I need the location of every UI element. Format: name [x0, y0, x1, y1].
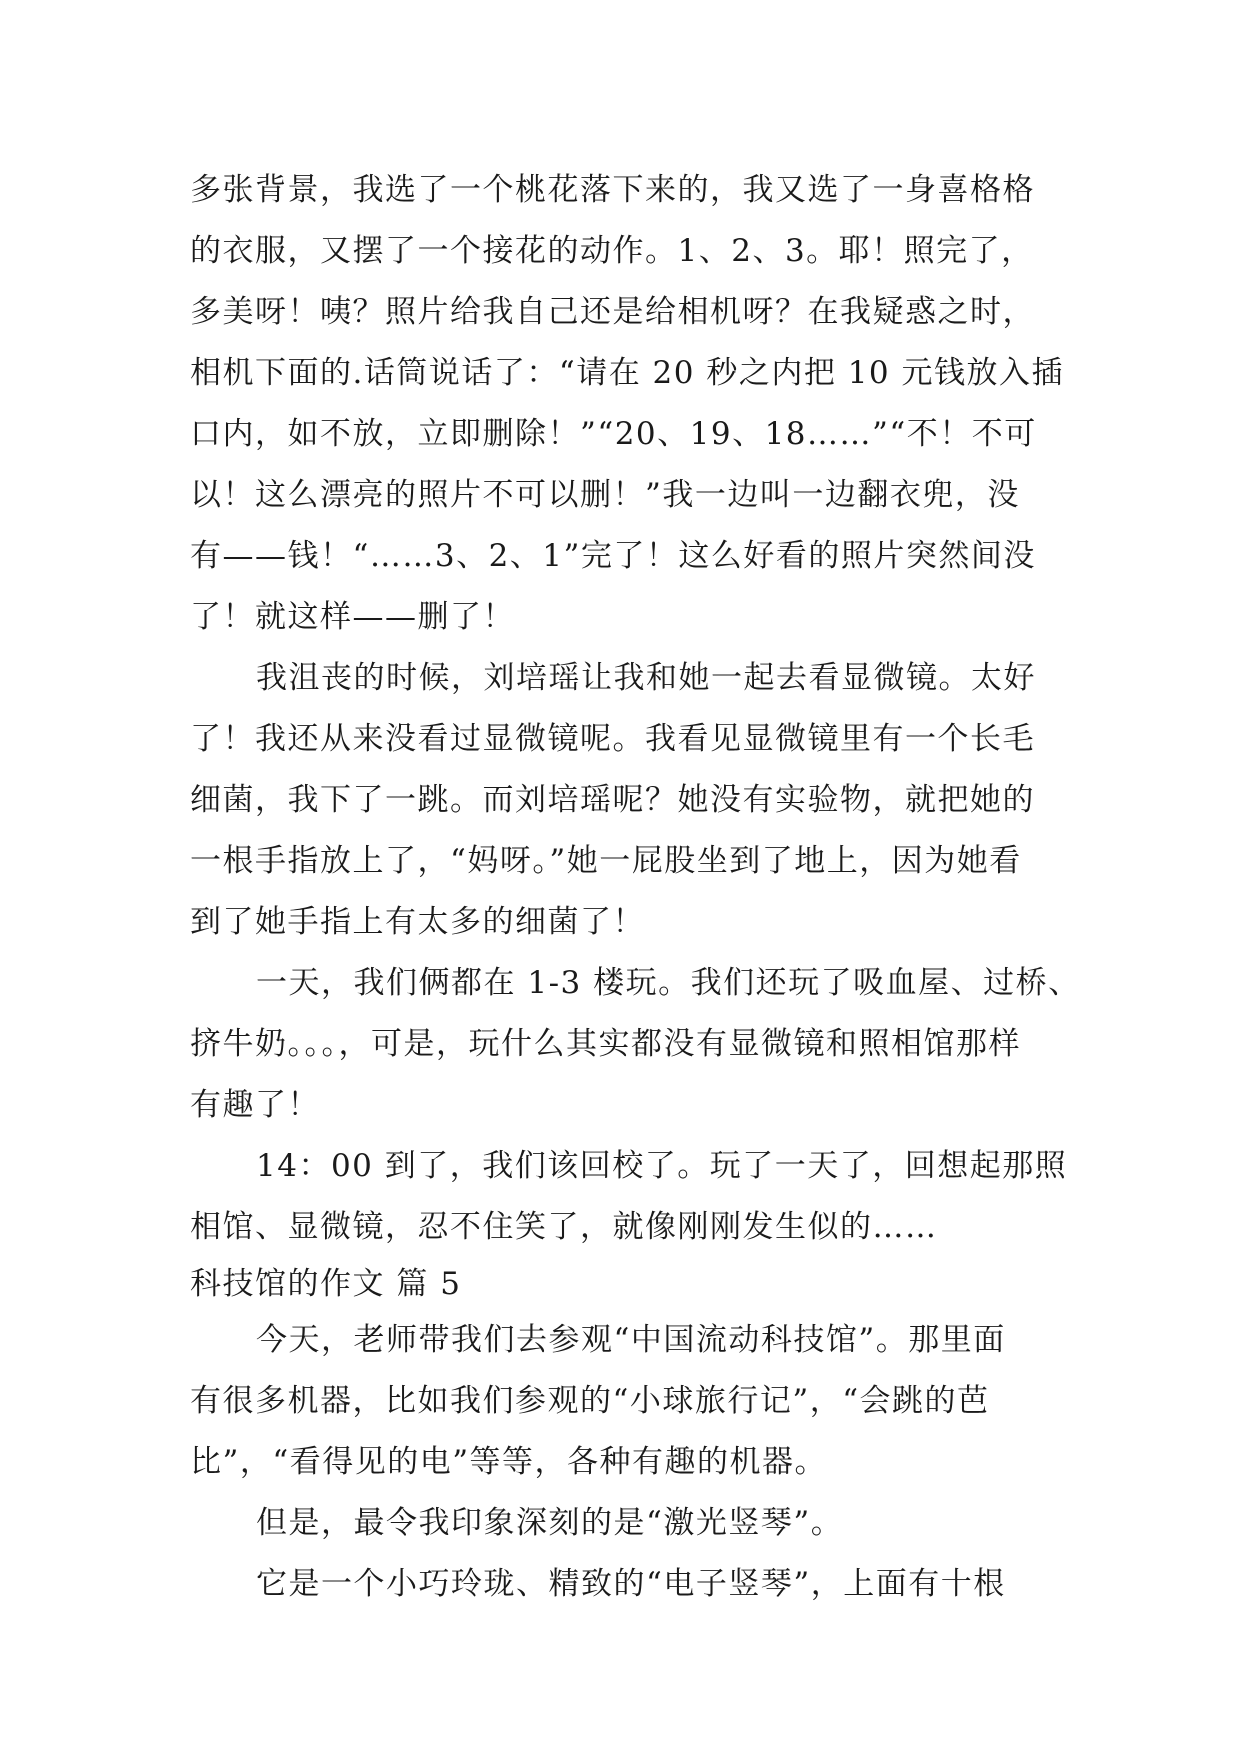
- article-body: [190, 160, 1081, 1615]
- text-line: 多张背景，我选了一个桃花落下来的，我又选了一身喜格格: [190, 172, 1035, 208]
- paragraph-start-line: 今天，老师带我们去参观“中国流动科技馆”。那里面: [256, 1322, 1006, 1358]
- text-line: 细菌，我下了一跳。而刘培瑶呢？她没有实验物，就把她的: [190, 782, 1035, 818]
- text-line: 相机下面的.话筒说话了：“请在 20 秒之内把 10 元钱放入插: [190, 355, 1065, 391]
- text-line: 一根手指放上了，“妈呀。”她一屁股坐到了地上，因为她看: [190, 843, 1022, 879]
- text-line: 比”，“看得见的电”等等，各种有趣的机器。: [190, 1444, 828, 1480]
- text-line: 以！这么漂亮的照片不可以删！”我一边叫一边翻衣兜，没: [190, 477, 1020, 513]
- text-line: 挤牛奶。。。，可是，玩什么其实都没有显微镜和照相馆那样: [190, 1026, 1021, 1062]
- text-line: 有——钱！“……3、2、1”完了！这么好看的照片突然间没: [190, 538, 1036, 574]
- paragraph-start-line: 它是一个小巧玲珑、精致的“电子竖琴”，上面有十根: [256, 1566, 1006, 1602]
- section-heading: 科技馆的作文 篇 5: [190, 1266, 462, 1302]
- text-line: 了！我还从来没看过显微镜呢。我看见显微镜里有一个长毛: [190, 721, 1035, 757]
- text-line: 相馆、显微镜，忍不住笑了，就像刚刚发生似的……: [190, 1209, 938, 1245]
- paragraph-start-line: 14：00 到了，我们该回校了。玩了一天了，回想起那照: [256, 1148, 1068, 1184]
- text-line: 有很多机器，比如我们参观的“小球旅行记”，“会跳的芭: [190, 1383, 990, 1419]
- text-line: 多美呀！咦？照片给我自己还是给相机呀？在我疑惑之时，: [190, 294, 1035, 330]
- paragraph-start-line: 但是，最令我印象深刻的是“激光竖琴”。: [256, 1505, 844, 1541]
- text-line: 有趣了！: [190, 1087, 320, 1123]
- text-line: 到了她手指上有太多的细菌了！: [190, 904, 645, 940]
- text-line: 了！就这样——删了！: [190, 599, 515, 635]
- text-line: 的衣服，又摆了一个接花的动作。1、2、3。耶！照完了，: [190, 233, 1034, 269]
- paragraph-start-line: 我沮丧的时候，刘培瑶让我和她一起去看显微镜。太好: [256, 660, 1036, 696]
- paragraph-start-line: 一天，我们俩都在 1-3 楼玩。我们还玩了吸血屋、过桥、: [256, 965, 1081, 1001]
- text-line: 口内，如不放，立即删除！”“20、19、18……”“不！不可: [190, 416, 1037, 452]
